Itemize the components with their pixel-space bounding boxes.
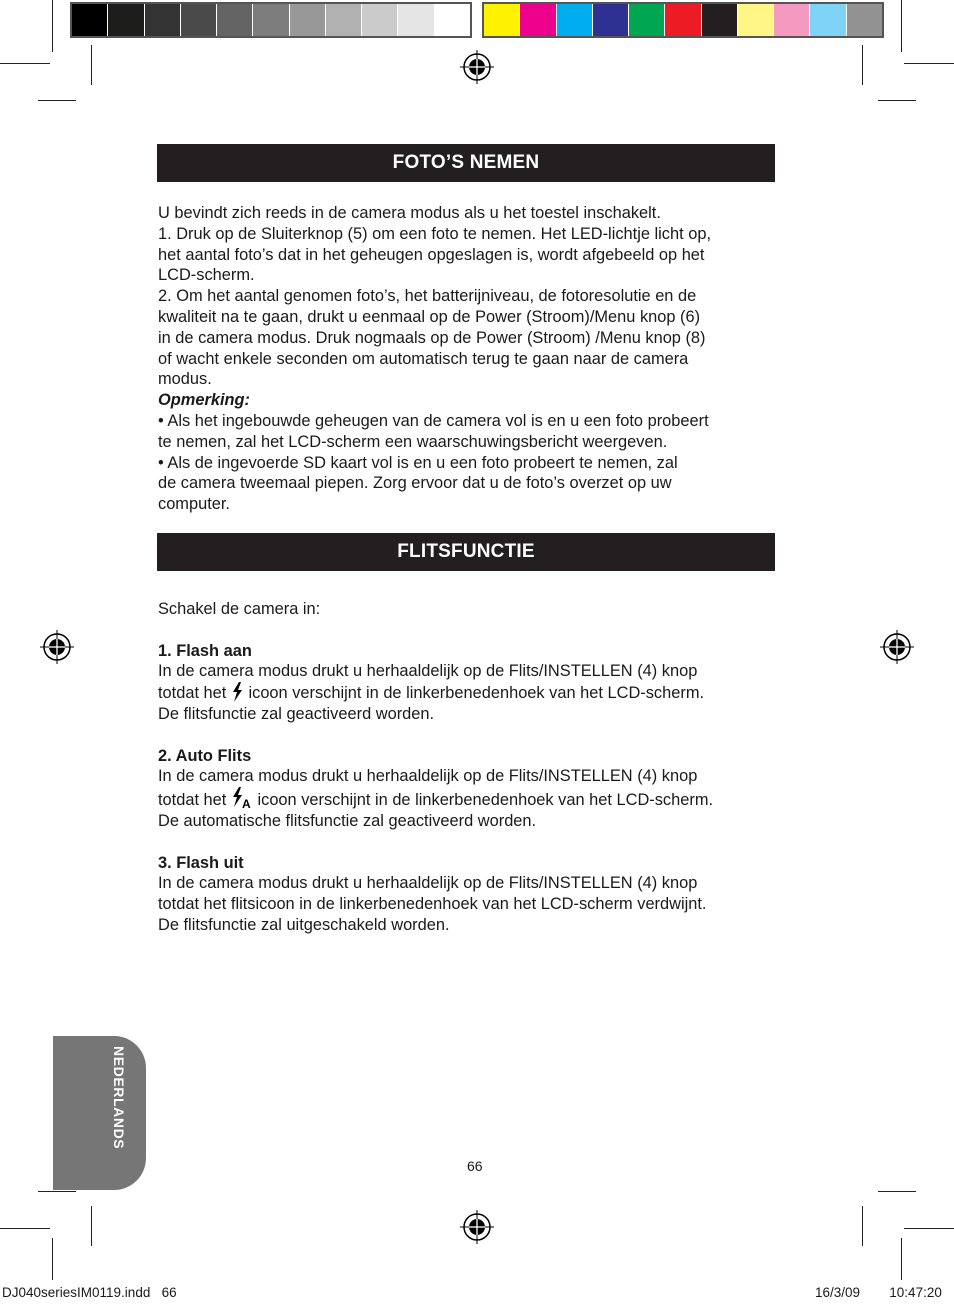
color-swatch: [593, 4, 629, 36]
process-color-bar: [482, 2, 884, 38]
color-swatch: [520, 4, 556, 36]
note-line: • Als de ingevoerde SD kaart vol is en u een foto probeert te nemen, zal: [158, 453, 678, 472]
page-number: 66: [467, 1158, 483, 1174]
crop-mark: [91, 45, 92, 85]
svg-text:A: A: [241, 797, 251, 810]
color-swatch: [145, 4, 181, 36]
body-line: 2. Om het aantal genomen foto’s, het batterijniveau, de fotoresolutie en de: [158, 287, 697, 306]
color-swatch: [774, 4, 810, 36]
crop-mark: [878, 1191, 916, 1192]
crop-mark: [904, 63, 954, 64]
section-body-flash: [158, 599, 778, 936]
crop-mark: [91, 1206, 92, 1246]
body-line: modus.: [158, 370, 212, 389]
color-swatch: [362, 4, 398, 36]
body-line: kwaliteit na te gaan, drukt u eenmaal op de Power (Stroom)/Menu knop (6): [158, 307, 701, 326]
line-text: icoon verschijnt in de linkerbenedenhoek van het LCD-scherm.: [257, 791, 714, 810]
note-line: de camera tweemaal piepen. Zorg ervoor dat u de foto’s overzet op uw: [158, 474, 672, 493]
section-heading-photos: FOTO’S NEMEN: [157, 144, 775, 182]
crop-mark: [862, 1206, 863, 1246]
flash-on-heading: 1. Flash aan: [158, 641, 252, 660]
body-line: [158, 682, 778, 704]
color-swatch: [217, 4, 253, 36]
crop-mark: [52, 1238, 53, 1280]
registration-mark-icon: [460, 50, 494, 84]
intro-line: Schakel de camera in:: [158, 600, 321, 618]
color-swatch: [253, 4, 289, 36]
line-text: totdat het: [158, 791, 227, 810]
body-line: 1. Druk op de Sluiterknop (5) om een foto te nemen. Het LED-lichtje licht op,: [158, 224, 712, 243]
crop-mark: [0, 1228, 50, 1229]
body-line: In de camera modus drukt u herhaaldelijk op de Flits/INSTELLEN (4) knop: [158, 662, 698, 681]
body-line: totdat het flitsicoon in de linkerbenedenhoek van het LCD-scherm verdwijnt.: [158, 895, 707, 914]
body-line: LCD-scherm.: [158, 266, 255, 285]
color-swatch: [810, 4, 846, 36]
color-swatch: [72, 4, 108, 36]
color-swatch: [847, 4, 882, 36]
color-swatch: [738, 4, 774, 36]
registration-mark-icon: [460, 1210, 494, 1244]
body-line: U bevindt zich reeds in de camera modus als u het toestel inschakelt.: [158, 204, 661, 222]
flash-icon: [232, 682, 243, 702]
registration-mark-icon: [40, 630, 74, 664]
body-line: In de camera modus drukt u herhaaldelijk op de Flits/INSTELLEN (4) knop: [158, 874, 698, 893]
color-swatch: [629, 4, 665, 36]
crop-mark: [904, 1228, 954, 1229]
crop-mark: [862, 45, 863, 85]
auto-flash-icon: [232, 787, 252, 809]
auto-flash-heading: 2. Auto Flits: [158, 746, 252, 765]
color-swatch: [398, 4, 434, 36]
color-swatch: [665, 4, 701, 36]
color-swatch: [435, 4, 470, 36]
body-line: of wacht enkele seconden om automatisch terug te gaan naar de camera: [158, 349, 689, 368]
color-swatch: [326, 4, 362, 36]
language-tab-label: NEDERLANDS: [111, 1046, 127, 1150]
color-swatch: [290, 4, 326, 36]
line-text: totdat het: [158, 684, 227, 703]
note-line: te nemen, zal het LCD-scherm een waarschuwingsbericht weergeven.: [158, 432, 668, 451]
slug-date-time: 16/3/09 10:47:20: [815, 1285, 942, 1300]
slug-file-name: DJ040seriesIM0119.indd 66: [2, 1285, 177, 1300]
note-line: computer.: [158, 495, 230, 514]
crop-mark: [52, 0, 53, 52]
flash-off-heading: 3. Flash uit: [158, 853, 244, 872]
line-text: icoon verschijnt in de linkerbenedenhoek van het LCD-scherm.: [248, 684, 705, 703]
crop-mark: [901, 1238, 902, 1280]
body-line: De automatische flitsfunctie zal geactiveerd worden.: [158, 811, 537, 830]
crop-mark: [38, 1191, 76, 1192]
body-line: De flitsfunctie zal geactiveerd worden.: [158, 704, 435, 723]
color-swatch: [108, 4, 144, 36]
crop-mark: [38, 100, 76, 101]
note-label: Opmerking:: [158, 391, 250, 410]
color-swatch: [557, 4, 593, 36]
crop-mark: [901, 0, 902, 52]
body-line: In de camera modus drukt u herhaaldelijk op de Flits/INSTELLEN (4) knop: [158, 767, 698, 786]
body-line: het aantal foto’s dat in het geheugen opgeslagen is, wordt afgebeeld op het: [158, 245, 705, 264]
registration-mark-icon: [880, 630, 914, 664]
body-line: De flitsfunctie zal uitgeschakeld worden.: [158, 915, 450, 934]
color-swatch: [181, 4, 217, 36]
note-line: • Als het ingebouwde geheugen van de camera vol is en u een foto probeert: [158, 411, 709, 430]
color-swatch: [702, 4, 738, 36]
crop-mark: [0, 63, 50, 64]
crop-mark: [878, 100, 916, 101]
section-heading-flash: FLITSFUNCTIE: [157, 533, 775, 571]
body-line: [158, 787, 778, 811]
body-line: in de camera modus. Druk nogmaals op de Power (Stroom) /Menu knop (8): [158, 328, 706, 347]
grayscale-color-bar: [70, 2, 472, 38]
color-swatch: [484, 4, 520, 36]
section-body-photos: [158, 203, 778, 515]
